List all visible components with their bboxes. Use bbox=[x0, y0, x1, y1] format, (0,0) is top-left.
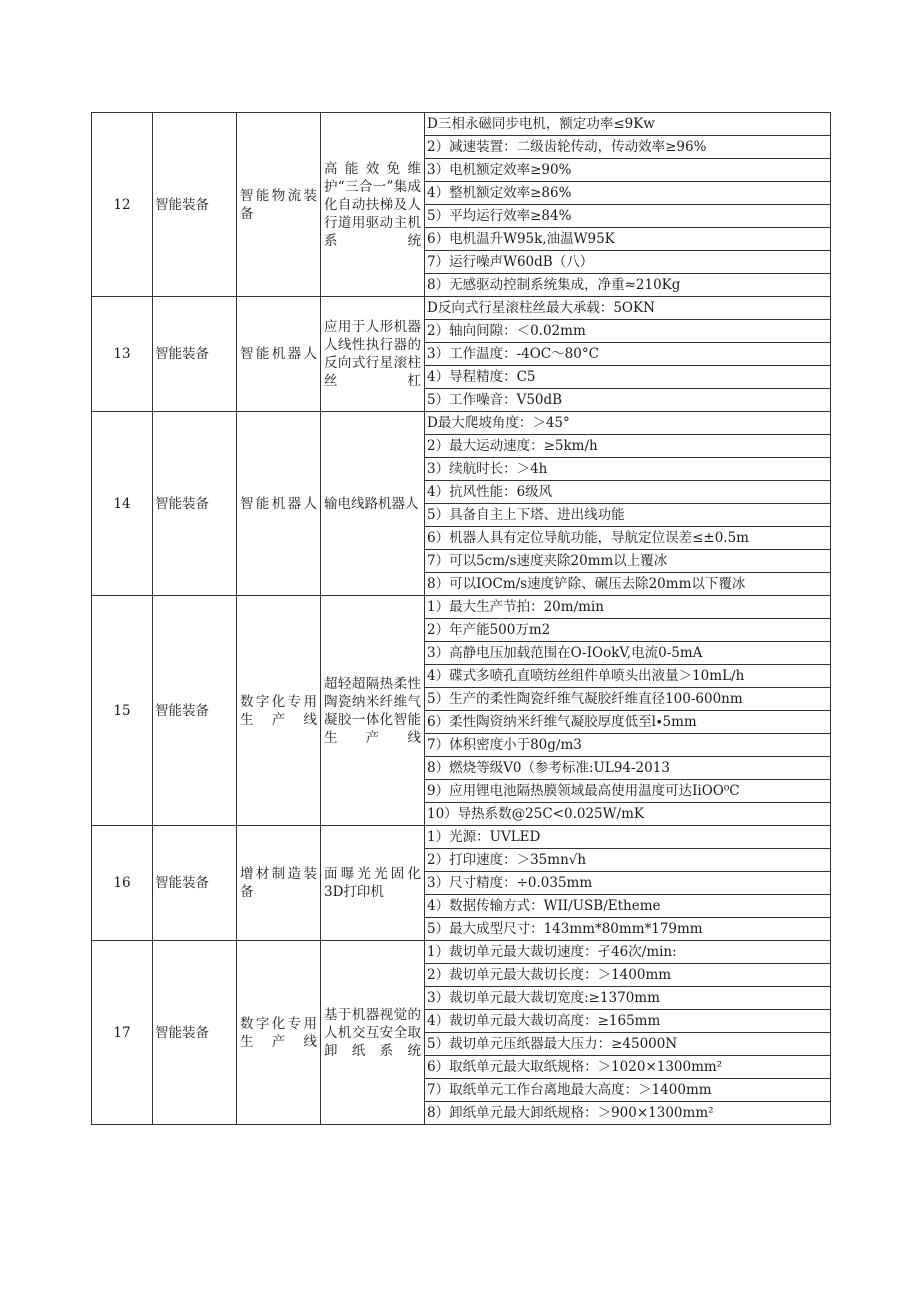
category-cell: 智能装备 bbox=[153, 826, 237, 941]
spec-cell: 4）抗风性能：6级风 bbox=[425, 481, 831, 504]
spec-cell: 5）最大成型尺寸：143mm*80mm*179mm bbox=[425, 918, 831, 941]
spec-cell: D三相永磁同步电机，额定功率≤9Kw bbox=[425, 113, 831, 136]
spec-cell: 5）具备自主上下塔、进出线功能 bbox=[425, 504, 831, 527]
spec-cell: 8）无感驱动控制系统集成，净重≈210Kg bbox=[425, 274, 831, 297]
table-row bbox=[92, 297, 831, 320]
subcategory-cell: 数字化专用生产线 bbox=[237, 596, 321, 826]
spec-cell: D最大爬坡角度：＞45° bbox=[425, 412, 831, 435]
spec-cell: 3）续航时长：＞4h bbox=[425, 458, 831, 481]
spec-cell: 5）平均运行效率≥84% bbox=[425, 205, 831, 228]
spec-cell: 2）年产能500万m2 bbox=[425, 619, 831, 642]
row-number: 17 bbox=[92, 941, 153, 1125]
spec-table-body bbox=[92, 113, 831, 1125]
subcategory-cell: 数字化专用生产线 bbox=[237, 941, 321, 1125]
spec-cell: 4）裁切单元最大裁切高度：≥165mm bbox=[425, 1010, 831, 1033]
category-cell: 智能装备 bbox=[153, 113, 237, 297]
category-cell: 智能装备 bbox=[153, 297, 237, 412]
table-row bbox=[92, 941, 831, 964]
subcategory-cell: 智能机器人 bbox=[237, 297, 321, 412]
spec-cell: 1）最大生产节拍：20m∕min bbox=[425, 596, 831, 619]
spec-cell: 6）柔性陶资纳米纤维气凝胶厚度低至l∙5mm bbox=[425, 711, 831, 734]
spec-cell: 8）可以IOCm/s速度铲除、碾压去除20mm以下覆冰 bbox=[425, 573, 831, 596]
spec-cell: 7）体积密度小于80g∕m3 bbox=[425, 734, 831, 757]
spec-cell: 9）应用锂电池隔热膜领域最高使用温度可达IiOO⁰C bbox=[425, 780, 831, 803]
category-cell: 智能装备 bbox=[153, 412, 237, 596]
spec-cell: 2）减速装置：二级齿轮传动，传动效率≥96% bbox=[425, 136, 831, 159]
spec-cell: 5）裁切单元压纸器最大压力：≥45000N bbox=[425, 1033, 831, 1056]
spec-cell: 1）裁切单元最大裁切速度：孑46次/min: bbox=[425, 941, 831, 964]
spec-cell: 7）可以5cm∕s速度夹除20mm以上覆冰 bbox=[425, 550, 831, 573]
spec-cell: 1）光源：UVLED bbox=[425, 826, 831, 849]
spec-cell: 2）裁切单元最大裁切长度：＞1400mm bbox=[425, 964, 831, 987]
spec-cell: 7）取纸单元工作台离地最大高度：＞1400mm bbox=[425, 1079, 831, 1102]
spec-cell: 7）运行噪声W60dB（八） bbox=[425, 251, 831, 274]
category-cell: 智能装备 bbox=[153, 596, 237, 826]
product-cell: 面曝光光固化3D打印机 bbox=[321, 826, 425, 941]
spec-cell: 3）尺寸精度：÷0.035mm bbox=[425, 872, 831, 895]
spec-cell: 4）碟式多喷孔直喷纺丝组件单喷头出液量＞10mL∕h bbox=[425, 665, 831, 688]
spec-cell: 5）生产的柔性陶瓷纤维气凝胶纤维直径100-600nm bbox=[425, 688, 831, 711]
product-cell: 超轻超隔热柔性陶瓷纳米纤维气凝胶一体化智能生产线 bbox=[321, 596, 425, 826]
table-row bbox=[92, 113, 831, 136]
spec-cell: 2）最大运动速度：≥5km∕h bbox=[425, 435, 831, 458]
spec-cell: 8）燃烧等级V0（参考标准:UL94-2013 bbox=[425, 757, 831, 780]
table-row bbox=[92, 412, 831, 435]
product-cell: 基于机器视觉的人机交互安全取卸纸系统 bbox=[321, 941, 425, 1125]
subcategory-cell: 智能物流装备 bbox=[237, 113, 321, 297]
spec-cell: 3）裁切单元最大裁切宽度:≥1370mm bbox=[425, 987, 831, 1010]
table-row bbox=[92, 596, 831, 619]
row-number: 16 bbox=[92, 826, 153, 941]
row-number: 13 bbox=[92, 297, 153, 412]
spec-table bbox=[91, 112, 831, 1125]
subcategory-cell: 增材制造装备 bbox=[237, 826, 321, 941]
spec-cell: 6）电机温升W95k,油温W95K bbox=[425, 228, 831, 251]
spec-cell: 6）机器人具有定位导航功能，导航定位误差≤±0.5m bbox=[425, 527, 831, 550]
spec-cell: 4）数据传输方式：WII∕USB∕Etheme bbox=[425, 895, 831, 918]
spec-cell: 3）高静电压加载范围在O-IOokV,电流0-5mA bbox=[425, 642, 831, 665]
spec-cell: 2）轴向间隙：＜0.02mm bbox=[425, 320, 831, 343]
product-cell: 高能效免维护“三合一”集成化自动扶梯及人行道用驱动主机系统 bbox=[321, 113, 425, 297]
spec-cell: D反向式行星滚柱丝最大承载：5OKN bbox=[425, 297, 831, 320]
category-cell: 智能装备 bbox=[153, 941, 237, 1125]
spec-cell: 3）工作温度：-4OC～80°C bbox=[425, 343, 831, 366]
spec-cell: 10）导热系数@25C<0.025W/mK bbox=[425, 803, 831, 826]
subcategory-cell: 智能机器人 bbox=[237, 412, 321, 596]
spec-cell: 2）打印速度：＞35mn√h bbox=[425, 849, 831, 872]
row-number: 14 bbox=[92, 412, 153, 596]
product-cell: 输电线路机器人 bbox=[321, 412, 425, 596]
spec-cell: 8）卸纸单元最大卸纸规格：＞900×1300mm² bbox=[425, 1102, 831, 1125]
product-cell: 应用于人形机器人线性执行器的反向式行星滚柱丝杠 bbox=[321, 297, 425, 412]
spec-cell: 6）取纸单元最大取纸规格：＞1020×1300mm² bbox=[425, 1056, 831, 1079]
table-row bbox=[92, 826, 831, 849]
spec-cell: 4）导程精度：C5 bbox=[425, 366, 831, 389]
spec-cell: 4）整机额定效率≥86% bbox=[425, 182, 831, 205]
spec-cell: 3）电机额定效率≥90% bbox=[425, 159, 831, 182]
row-number: 15 bbox=[92, 596, 153, 826]
row-number: 12 bbox=[92, 113, 153, 297]
spec-cell: 5）工作噪音：V50dB bbox=[425, 389, 831, 412]
